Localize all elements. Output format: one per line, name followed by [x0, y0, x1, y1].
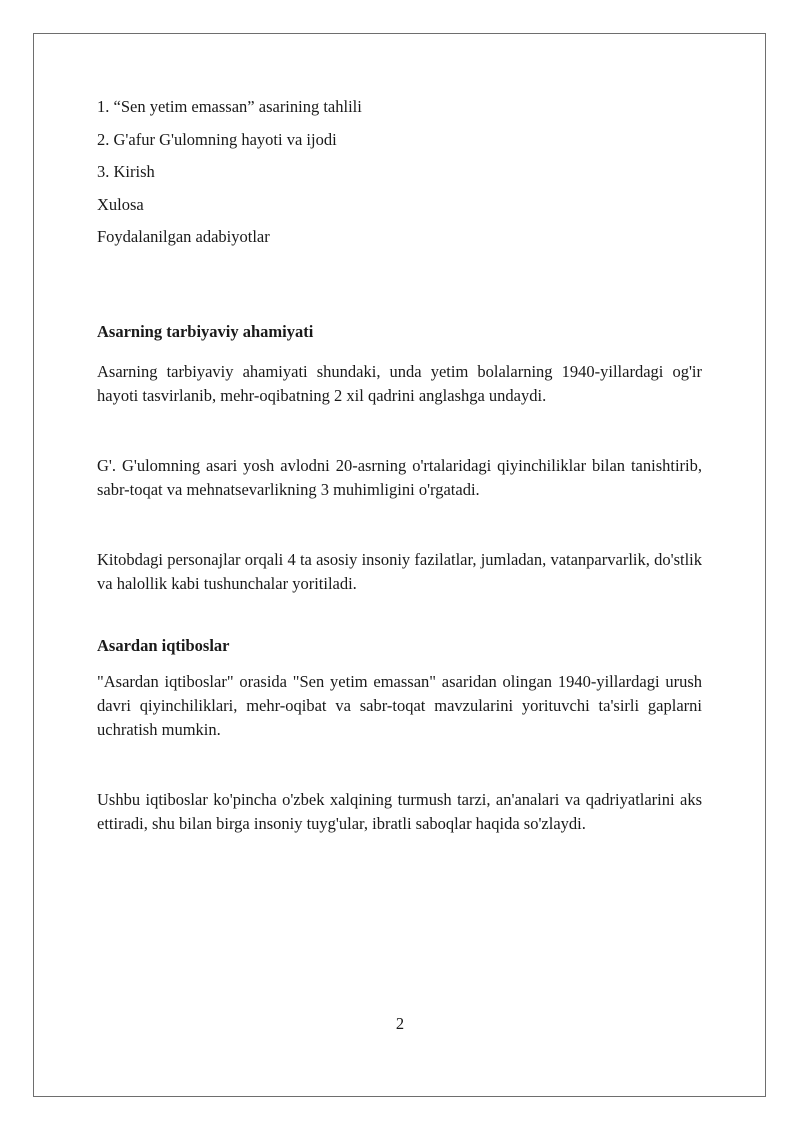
- document-content: [97, 95, 702, 836]
- toc-item: Xulosa: [97, 194, 144, 214]
- paragraph: G'. G'ulomning asari yosh avlodni 20-asrning o'rtalaridagi qiyinchiliklar bilan tanishtirib, sabr-toqat va mehnatsevarlikning 3 muhimligini o'rgatadi.: [97, 456, 702, 499]
- toc-item: 2. G'afur G'ulomning hayoti va ijodi: [97, 129, 337, 149]
- toc-item: Foydalanilgan adabiyotlar: [97, 227, 270, 246]
- table-of-contents: [97, 95, 702, 249]
- paragraph: Asarning tarbiyaviy ahamiyati shundaki, unda yetim bolalarning 1940-yillardagi og'ir hayoti tasvirlanib, mehr-oqibatning 2 xil qadrini anglashga undaydi.: [97, 362, 702, 405]
- toc-item: 1. “Sen yetim emassan” asarining tahlili: [97, 97, 362, 116]
- paragraph: "Asardan iqtiboslar" orasida "Sen yetim emassan" asaridan olingan 1940-yillardagi urush davri qiyinchiliklari, mehr-oqibat va sabr-toqat mavzularini yorituvchi ta'sirli gaplarni uchratish mumkin.: [97, 672, 702, 739]
- section-heading: Asardan iqtiboslar: [97, 636, 230, 655]
- paragraph: Ushbu iqtiboslar ko'pincha o'zbek xalqining turmush tarzi, an'analari va qadriyatlarini aks ettiradi, shu bilan birga insoniy tuyg'ular, ibratli saboqlar haqida so'zlaydi.: [97, 790, 702, 833]
- section-heading: Asarning tarbiyaviy ahamiyati: [97, 322, 314, 341]
- paragraph: Kitobdagi personajlar orqali 4 ta asosiy insoniy fazilatlar, jumladan, vatanparvarlik, do'stlik va halollik kabi tushunchalar yoritiladi.: [97, 550, 702, 593]
- page-number: 2: [395, 1014, 405, 1033]
- toc-item: 3. Kirish: [97, 162, 155, 181]
